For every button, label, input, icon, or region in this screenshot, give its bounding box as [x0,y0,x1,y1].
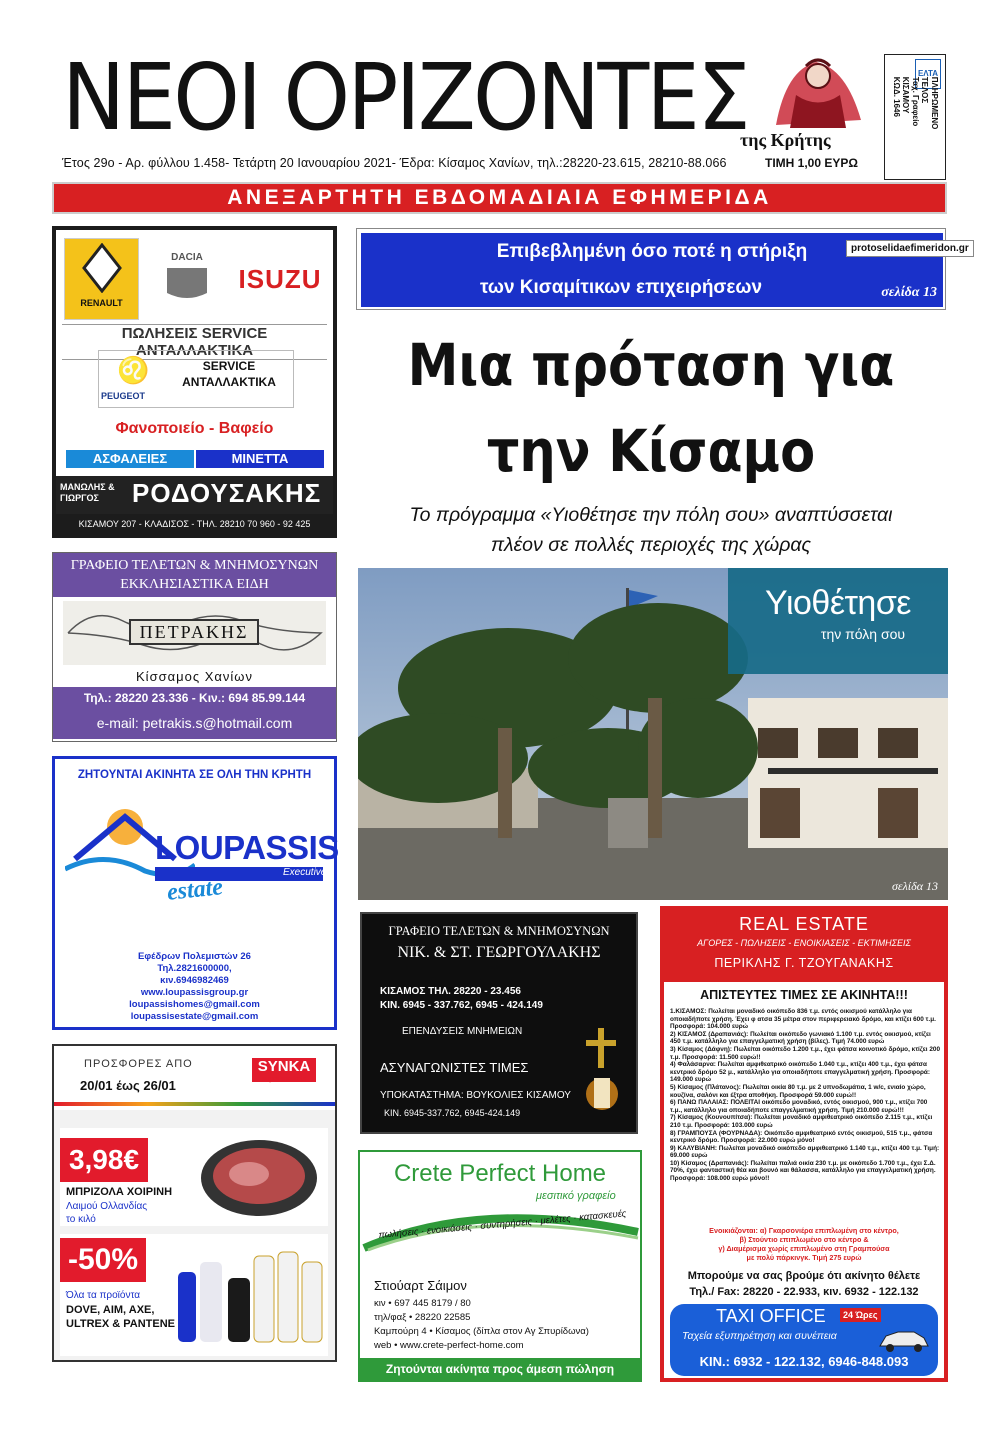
petrakis-place: Κίσσαμος Χανίων [136,669,253,684]
bodywork-line: Φανοποιείο - Βαφείο [115,420,274,437]
tz-name: ΠΕΡΙΚΛΗΣ Γ. ΤΖΟΥΓΑΝΑΚΗΣ [714,956,894,970]
peugeot-service: SERVICE [202,359,256,373]
stamp-line: ΤΕΛΟΣ [920,76,930,104]
synka-dates: 20/01 έως 26/01 [80,1078,176,1093]
tz-listings [670,1008,940,1183]
petrakis-name: ΠΕΤΡΑΚΗΣ [129,619,259,645]
georg-mob: ΚΙΝ. 6945 - 337.762, 6945 - 424.149 [380,1000,543,1011]
dacia-logo [148,242,226,318]
promo-line-2: των Κισαμίτικων επιχειρήσεων [479,277,763,298]
lead-deck [356,500,946,560]
synka-item-sub-1: Λαιμού Ολλανδίας [66,1201,148,1212]
loupassis-tag: Executive [283,867,327,878]
ad-georgoulakis[interactable] [360,912,638,1134]
loupassis-line: loupassisestate@gmail.com [130,1011,259,1022]
brand-renault: RENAULT [80,298,123,308]
georg-branch-mob: ΚΙΝ. 6945-337.762, 6945-424.149 [384,1108,521,1118]
tz-contact: Τηλ./ Fax: 28220 - 22.933, κιν. 6932 - 122.132 [689,1286,919,1298]
tz-rent [664,1226,944,1262]
synka-item-sub-2: το κιλό [66,1214,96,1225]
tz-listing: 10) Κίσαμος (Δραπανιάς): Πωλείται παλιά οικία 230 τ.μ. με οικόπεδο 1.700 τ.μ., έχει Σ.Δ. 70%, έχει φανταστική θέα και βουνό και θάλασσα, κατάλληλο για επαγγελματική χρήση. Προσφορά: 108.000 ευρώ μόνο!! [670,1159,936,1183]
crete-address: Καμπούρη 4 • Κίσαμος (δίπλα στον Αγ Σπυρίδωνα) [374,1326,589,1337]
loupassis-line: www.loupassisgroup.gr [140,987,249,998]
renault-logo [64,238,139,320]
elta-logo: ΕΛΤΑ [915,59,941,89]
masthead-title: ΝΕΟΙ ΟΡΙΖΟΝΤΕΣ [62,44,748,151]
ad-tzouganakis[interactable] [660,906,948,1382]
synka-offers: ΠΡΟΣΦΟΡΕΣ ΑΠΟ [84,1058,193,1070]
deck-line-2: πλέον σε πολλές περιοχές της χώρας [490,534,812,556]
peugeot-lion-icon: ♌ [117,355,150,385]
loupassis-header: ΖΗΤΟΥΝΤΑΙ ΑΚΙΝΗΤΑ ΣΕ ΟΛΗ ΤΗΝ ΚΡΗΤΗ [77,769,312,781]
synka-item: ΜΠΡΙΖΟΛΑ ΧΟΙΡΙΝΗ [66,1186,173,1198]
tz-listing: 4) Φαλάσαρνα: Πωλείται αμφιθεατρικό οικόπεδο 1.040 τ.μ., κτίζει 400 τ.μ., έχει φάτσα κεντρικό δρόμο 52 μ., κατάλληλο για οποιαδήποτε επαγγελματική χρήση. Προσφορά: 149.000 ευρώ [670,1061,930,1084]
lead-photo[interactable] [358,568,948,900]
tz-listing: 1.ΚΙΣΑΜΟΣ: Πωλείται μοναδικό οικόπεδο 836 τ.μ. εντός οικισμού κατάλληλο για οποιαδήποτε χρήση. Έχει φ ατσα 35 μέτρα στον περιφερειακό δρόμο, και κτίζει 600 τ.μ. Προσφορά: 104.000 ευρώ [670,1008,936,1031]
ad-loupassis[interactable] [52,756,337,1030]
crete-footer: Ζητούνται ακίνητα προς άμεση πώληση [360,1358,640,1380]
synka-price: 3,98€ [60,1138,148,1182]
insurance-name: ΜΙΝΕΤΤΑ [196,450,324,468]
crete-mob: κιν • 697 445 8179 / 80 [374,1298,471,1309]
georg-line-1: ΓΡΑΦΕΙΟ ΤΕΛΕΤΩΝ & ΜΝΗΜΟΣΥΝΩΝ [388,924,610,938]
tz-listing: 9) ΚΑΛΥΒΙΑΝΗ: Πωλείται μοναδικό οικόπεδο αμφιθεατρικό 1.140 τ.μ., κτίζει 400 τ.μ. Τιμή: 69.000 ευρώ [670,1144,940,1160]
crete-services: πωλήσεις · ενοικιάσεις · συντηρήσεις · μελέτες · κατασκευές [378,1208,627,1241]
services-line: ΠΩΛΗΣΕΙΣ SERVICE ΑΝΤΑΛΛΑΚΤΙΚΑ [62,324,327,360]
lead-headline[interactable] [391,322,910,494]
tz-listing: 7) Κίσαμος (Κουνουπίτσα): Πωλείται μοναδικό αμφιθεατρικό οικόπεδο 2.115 τ.μ., κτίζει 210 τ.μ. Προσφορά: 103.000 ευρώ [670,1114,933,1129]
loupassis-line: Εφέδρων Πολεμιστών 26 [138,951,251,962]
taxi-car-icon [876,1324,932,1354]
saint-illustration [766,50,870,130]
taxi-title: TAXI OFFICE [716,1306,826,1326]
tz-listing: 5) Κίσαμος (Πλάτανος): Πωλείται οικία 80 τ.μ. με 2 υπνοδωμάτια, 1 w/c, ενιαίο χώρο, κουζίνα, σαλόνι και έξτρα αποθήκη. Προσφορά 59.000 ευρώ!! [670,1083,926,1099]
owners-line: ΜΑΝΩΛΗΣ & ΓΙΩΡΓΟΣ [60,482,115,503]
crete-name: Στιούαρτ Σάιμον [374,1278,467,1293]
georg-prices: ΑΣΥΝΑΓΩΝΙΣΤΕΣ ΤΙΜΕΣ [380,1060,529,1075]
ad-rodousakis[interactable] [52,226,337,538]
insurance-label: ΑΣΦΑΛΕΙΕΣ [66,450,194,468]
tz-listing: 8) ΓΡΑΜΠΟΥΣΑ (ΦΟΥΡΝΑΔΑ): Οικόπεδο αμφιθεατρικό εντός οικισμού, 515 τ.μ., φάτσα κεντρικό δρόμο. Προσφορά: 22.000 ευρώ μόνο! [670,1129,933,1145]
petrakis-line-1: ΓΡΑΦΕΙΟ ΤΕΛΕΤΩΝ & ΜΝΗΜΟΣΥΝΩΝ [70,558,319,573]
brand-peugeot: PEUGEOT [101,391,146,401]
petrakis-phones: Τηλ.: 28220 23.336 - Κιν.: 694 85.99.144 [83,691,306,705]
peugeot-box [98,350,294,408]
tz-subtitle: ΑΓΟΡΕΣ - ΠΩΛΗΣΕΙΣ - ΕΝΟΙΚΙΑΣΕΙΣ - ΕΚΤΙΜΗΣΕΙΣ [697,938,911,948]
crete-title: Crete Perfect Home [393,1160,607,1187]
ad-crete-perfect-home[interactable] [358,1150,642,1382]
taxi-phones: ΚΙΝ.: 6932 - 122.132, 6946-848.093 [699,1354,909,1369]
promo-page-ref: σελίδα 13 [881,285,937,300]
synka-logo-sub: super markets [261,1076,307,1083]
price-label: ΤΙΜΗ 1,00 ΕΥΡΩ [765,156,858,170]
brand-dacia: DACIA [171,252,203,263]
tz-listing: 6) ΠΑΝΩ ΠΑΛΑΙΑΣ: ΠΟΛΕΙΤΑΙ οικόπεδο μοναδικό, εντός οικισμού, 900 τ.μ., κτίζει 700 τ.μ., κατάλληλο για οποιαδήποτε επαγγελματική χρήση. Τιμή 210.000 ευρώ!!! [670,1099,928,1114]
synka-disc-2: DOVE, AIM, AXE, [66,1304,155,1316]
tz-rent-line: Ενοικιάζονται: α) Γκαρσονιέρα επιπλωμένη στο κέντρο, [709,1226,899,1235]
adopt-city-title: Υιοθέτησε [765,584,911,622]
loupassis-line: loupassishomes@gmail.com [129,999,260,1010]
loupassis-line: Τηλ.2821600000, [157,963,232,974]
tz-listing: 3) Κίσαμος (Δάφνη): Πωλείται οικόπεδο 1.200 τ.μ., έχει φάτσα κοινοτικό δρόμο, κτίζει 200 τ.μ. Προσφορά: 11.500 ευρώ!! [670,1045,941,1061]
taxi-sub: Ταχεία εξυπηρέτηση και συνέπεια [682,1330,837,1342]
loupassis-brand: LOUPASSIS [155,829,339,866]
tz-rent-line: γ) Διαμέρισμα χωρίς επιπλωμένο στη Γραμπούσα [718,1244,890,1253]
photo-page-ref: σελίδα 13 [891,879,938,893]
headline-line-1: Μια πρόταση για [407,331,895,399]
synka-logo: SYNKA [252,1058,316,1082]
georg-monuments: ΕΠΕΝΔΥΣΕΙΣ ΜΝΗΜΕΙΩΝ [402,1026,523,1037]
source-watermark: protoselidaefimeridon.gr [846,240,974,257]
promo-line-1: Επιβεβλημένη όσο ποτέ η στήριξη [496,241,808,262]
deck-line-1: Το πρόγραμμα «Υιοθέτησε την πόλη σου» αναπτύσσεται [409,504,893,526]
masthead-subtitle: της Κρήτης [740,130,831,150]
stamp-line: ΠΛΗΡΩΜΕΝΟ [929,76,939,130]
petrakis-line-2: ΕΚΚΛΗΣΙΑΣΤΙΚΑ ΕΙΔΗ [120,577,269,592]
georg-branch: ΥΠΟΚΑΤΑΣΤΗΜΑ: ΒΟΥΚΟΛΙΕΣ ΚΙΣΑΜΟΥ [380,1090,571,1101]
crete-web: web • www.crete-perfect-home.com [374,1340,524,1351]
brand-isuzu: ISUZU [238,264,322,294]
peugeot-parts: ΑΝΤΑΛΛΑΚΤΙΚΑ [182,375,276,389]
ornament-frame [63,601,326,665]
synka-disc-1: Όλα τα προϊόντα [66,1290,141,1301]
candle-cross-icon [572,1024,632,1114]
synka-discount: -50% [60,1238,146,1282]
crete-subtitle: μεσιτικό γραφείο [536,1190,616,1202]
ad-synka[interactable] [52,1044,337,1362]
masthead-banner: ΑΝΕΞΑΡΤΗΤΗ ΕΒΔΟΜΑΔΙΑΙΑ ΕΦΗΜΕΡΙΔΑ [52,182,947,214]
stamp-line: ΚΩΔ. 1646 [891,76,901,117]
ad-petrakis[interactable] [52,552,337,742]
tz-rent-line: με πολύ πάρκινγκ. Τιμή 275 ευρώ [746,1253,862,1262]
address-line: ΚΙΣΑΜΟΥ 207 - ΚΛΑΔΙΣΟΣ - ΤΗΛ. 28210 70 960 - 92 425 [56,514,333,534]
tz-find: Μπορούμε να σας βρούμε ότι ακίνητο θέλετε [687,1270,921,1282]
georg-line-2: ΝΙΚ. & ΣΤ. ΓΕΩΡΓΟΥΛΑΚΗΣ [397,944,601,961]
pork-chop-image [194,1130,324,1220]
stamp-line: ΚΙΣΑΜΟΥ [901,76,911,114]
tz-rent-line: β) Στούντιο επιπλωμένο στο κέντρο & [739,1235,869,1244]
issue-line: Έτος 29ο - Αρ. φύλλου 1.458- Τετάρτη 20 Ιανουαρίου 2021- Έδρα: Κίσαμος Χανίων, τηλ.:28220-23.615, 28210-88.066 [62,156,727,170]
georg-tel: ΚΙΣΑΜΟΣ ΤΗΛ. 28220 - 23.456 [380,986,521,997]
taxi-badge: 24 Ώρες [840,1308,881,1322]
adopt-city-subtitle: την πόλη σου [820,626,906,642]
toiletries-image [172,1242,326,1352]
synka-disc-3: ULTREX & PANTENE [66,1318,175,1330]
business-name: ΡΟΔΟΥΣΑΚΗΣ [132,478,322,508]
tz-title: REAL ESTATE [739,914,869,934]
loupassis-line: κιν.6946982469 [160,975,229,986]
petrakis-email: e-mail: petrakis.s@hotmail.com [96,715,293,731]
stamp-line: Ταχ. Γραφείο [910,76,920,127]
postage-stamp [884,54,946,180]
tz-listing: 2) ΚΙΣΑΜΟΣ (Δραπανιάς): Πωλείται οικόπεδο γωνιακό 1.100 τ.μ. εντός οικισμού, κτίζει 450 τ.μ. κατάλληλο για επαγγελματική χρήση (βίλες). Τιμή 74.000 ευρώ [670,1030,931,1046]
headline-line-2: την Κίσαμο [486,417,816,485]
crete-phone: τηλ/φαξ • 28220 22585 [374,1312,471,1323]
tz-heading: ΑΠΙΣΤΕΥΤΕΣ ΤΙΜΕΣ ΣΕ ΑΚΙΝΗΤΑ!!! [700,988,908,1002]
loupassis-script: estate [165,874,225,906]
